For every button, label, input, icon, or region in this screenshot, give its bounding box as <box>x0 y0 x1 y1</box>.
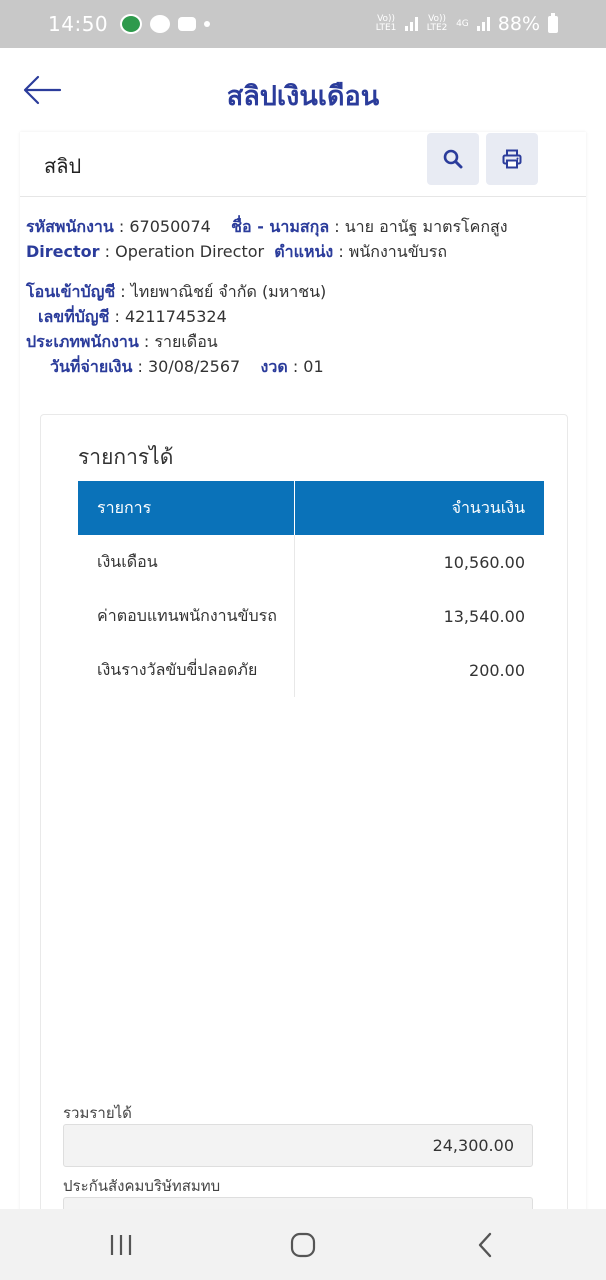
search-icon <box>443 149 463 169</box>
chevron-left-icon <box>476 1232 494 1258</box>
status-right <box>375 13 558 35</box>
app-notification-icon <box>120 14 142 34</box>
earnings-title: รายการได้ <box>78 445 174 469</box>
paydate-value: 30/08/2567 <box>147 357 241 376</box>
account-value: 4211745324 <box>124 307 227 326</box>
home-button[interactable] <box>273 1220 333 1270</box>
sim1-icon: Vo)) LTE1 <box>375 14 397 33</box>
bank-label: โอนเข้าบัญชี <box>26 282 116 301</box>
director-label: Director <box>26 242 100 261</box>
table-header <box>78 481 544 535</box>
period-label: งวด <box>260 357 288 376</box>
print-icon <box>502 149 522 169</box>
position-value: พนักงานขับรถ <box>348 242 448 261</box>
total-income-field: 24,300.00 <box>63 1124 533 1167</box>
network-type-icon: 4G <box>456 18 469 29</box>
period-value: 01 <box>303 357 324 376</box>
earnings-panel <box>40 414 568 1216</box>
info-row-id-name: รหัสพนักงาน : 67050074 ชื่อ - นามสกุล : นาย อานัฐ มาตรโคกสูง <box>26 217 508 236</box>
signal1-icon <box>405 17 418 31</box>
table-row <box>78 535 544 589</box>
app-bar <box>0 48 606 132</box>
search-button[interactable] <box>427 133 479 185</box>
bank-value: ไทยพาณิชย์ จำกัด (มหาชน) <box>130 282 327 301</box>
employee-name-label: ชื่อ - นามสกุล <box>231 217 330 236</box>
row-item: ค่าตอบแทนพนักงานขับรถ <box>78 589 295 643</box>
row-item: เงินเดือน <box>78 535 295 589</box>
earnings-table <box>78 481 544 697</box>
employee-id-label: รหัสพนักงาน <box>26 217 114 236</box>
system-nav-bar <box>0 1209 606 1280</box>
info-row-account: เลขที่บัญชี : 4211745324 <box>38 307 227 326</box>
line-icon <box>150 15 170 33</box>
notification-icons <box>120 14 210 34</box>
slip-header <box>20 132 586 197</box>
recent-apps-icon <box>108 1233 134 1257</box>
employee-info <box>26 214 586 379</box>
row-amount: 200.00 <box>469 660 525 680</box>
paydate-label: วันที่จ่ายเงิน <box>50 357 133 376</box>
recent-apps-button[interactable] <box>91 1220 151 1270</box>
table-row <box>78 589 544 643</box>
info-row-paydate: วันที่จ่ายเงิน : 30/08/2567 งวด : 01 <box>50 357 324 376</box>
slip-label: สลิป <box>44 154 82 178</box>
column-header-amount: จำนวนเงิน <box>451 497 525 517</box>
battery-percent: 88% <box>497 13 540 35</box>
message-icon <box>178 17 196 31</box>
employee-name-value: นาย อานัฐ มาตรโคกสูง <box>344 217 508 236</box>
director-value: Operation Director <box>115 242 265 261</box>
row-item: เงินรางวัลขับขี่ปลอดภัย <box>78 643 295 697</box>
table-row <box>78 643 544 697</box>
position-label: ตำแหน่ง <box>274 242 334 261</box>
account-label: เลขที่บัญชี <box>38 307 110 326</box>
info-row-type: ประเภทพนักงาน : รายเดือน <box>26 332 218 351</box>
status-time: 14:50 <box>48 12 109 36</box>
page-title: สลิปเงินเดือน <box>226 81 380 112</box>
row-amount: 13,540.00 <box>443 606 525 626</box>
row-amount: 10,560.00 <box>443 552 525 572</box>
more-notifications-icon <box>204 21 210 27</box>
sim2-icon: Vo)) LTE2 <box>426 14 448 33</box>
info-row-director-position: Director : Operation Director ตำแหน่ง : พนักงานขับรถ <box>26 242 448 261</box>
social-security-label: ประกันสังคมบริษัทสมทบ <box>63 1177 221 1195</box>
column-header-item: รายการ <box>78 481 295 535</box>
status-bar <box>0 0 606 48</box>
total-income-label: รวมรายได้ <box>63 1104 132 1122</box>
info-row-bank: โอนเข้าบัญชี : ไทยพาณิชย์ จำกัด (มหาชน) <box>26 282 327 301</box>
print-button[interactable] <box>486 133 538 185</box>
signal2-icon <box>477 17 490 31</box>
system-back-button[interactable] <box>455 1220 515 1270</box>
home-icon <box>289 1231 317 1259</box>
battery-icon <box>548 16 558 33</box>
employee-type-label: ประเภทพนักงาน <box>26 332 139 351</box>
employee-id-value: 67050074 <box>129 217 211 236</box>
employee-type-value: รายเดือน <box>154 332 218 351</box>
